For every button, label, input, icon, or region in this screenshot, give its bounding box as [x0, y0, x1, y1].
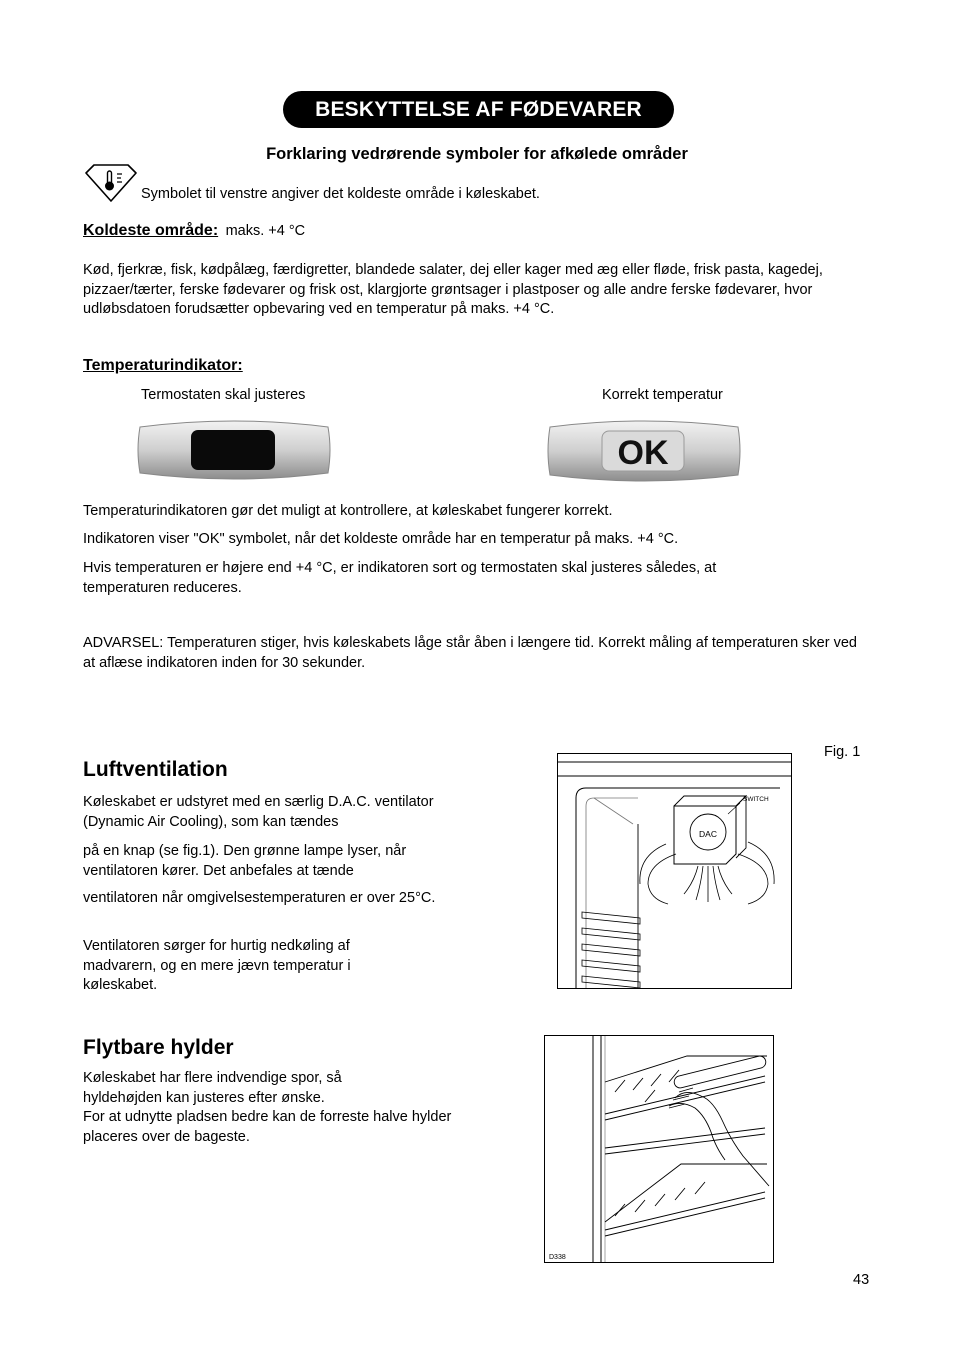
- indicator-paragraph-2: Indikatoren viser "OK" symbolet, når det koldeste område har en temperatur på maks. +4 °C.: [83, 531, 679, 547]
- coldest-zone-value: maks. +4 °C: [225, 223, 306, 239]
- shelves-heading: Flytbare hylder: [83, 1036, 234, 1059]
- switch-label: SWITCH: [743, 796, 769, 803]
- indicator-heading: Temperaturindikator:: [83, 357, 243, 374]
- coldest-zone-heading: Koldeste område:: [83, 222, 219, 239]
- indicator-black-display: [191, 430, 275, 470]
- warning-paragraph: ADVARSEL: Temperaturen stiger, hvis køleskabets låge står åben i længere tid. Korrekt måling af temperaturen sker ved at aflæse indikatoren inden for 30 sekunder.: [83, 635, 857, 671]
- indicator-left-label: Termostaten skal justeres: [141, 387, 306, 403]
- shelves-paragraph-1: Køleskabet har flere indvendige spor, så hyldehøjden kan justeres efter ønske.: [83, 1070, 342, 1106]
- indicator-black-image: [136, 417, 332, 483]
- ventilation-paragraph-1: Køleskabet er udstyret med en særlig D.A.C. ventilator (Dynamic Air Cooling), som kan tændes: [83, 794, 434, 830]
- fan-figure: [557, 753, 792, 989]
- cold-zone-icon: [84, 163, 138, 205]
- figure-code: D338: [549, 1254, 566, 1261]
- indicator-paragraph-1: Temperaturindikatoren gør det muligt at kontrollere, at køleskabet fungerer korrekt.: [83, 503, 613, 519]
- shelves-paragraph-2: For at udnytte pladsen bedre kan de forreste halve hylder placeres over de bageste.: [83, 1109, 452, 1145]
- indicator-ok-image: [546, 417, 742, 485]
- symbol-description: Symbolet til venstre angiver det koldeste område i køleskabet.: [141, 186, 540, 202]
- dac-label: DAC: [699, 829, 717, 839]
- ventilation-heading: Luftventilation: [83, 758, 228, 781]
- page-number: 43: [853, 1272, 870, 1288]
- shelves-figure: [544, 1035, 774, 1263]
- ventilation-paragraph-2: på en knap (se fig.1). Den grønne lampe lyser, når ventilatoren kører. Det anbefales at tænde: [83, 843, 407, 879]
- indicator-ok-text: OK: [617, 434, 669, 472]
- coldest-zone-line: [83, 222, 305, 242]
- coldest-zone-paragraph: Kød, fjerkræ, fisk, kødpålæg, færdigretter, blandede salater, dej eller kager med æg eller fløde, frisk pasta, kagedej, pizzaer/tærter, ferske fødevarer og frisk ost, klargjorte grøntsager i plastposer og alle andre ferske fødevarer, hvor udløbsdatoen forudsætter opbevaring ved en temperatur på maks. +4 °C.: [83, 262, 823, 317]
- fig-label: Fig. 1: [824, 744, 861, 760]
- indicator-right-label: Korrekt temperatur: [602, 387, 723, 403]
- ventilation-paragraph-3: ventilatoren når omgivelsestemperaturen er over 25°C.: [83, 890, 436, 906]
- section-subtitle: Forklaring vedrørende symboler for afkølede områder: [266, 145, 688, 163]
- indicator-paragraph-3: Hvis temperaturen er højere end +4 °C, er indikatoren sort og termostaten skal justeres således, at temperaturen reduceres.: [83, 560, 717, 596]
- page-title: BESKYTTELSE AF FØDEVARER: [283, 91, 674, 128]
- ventilation-paragraph-4: Ventilatoren sørger for hurtig nedkøling af madvarern, og en mere jævn temperatur i køleskabet.: [83, 938, 351, 993]
